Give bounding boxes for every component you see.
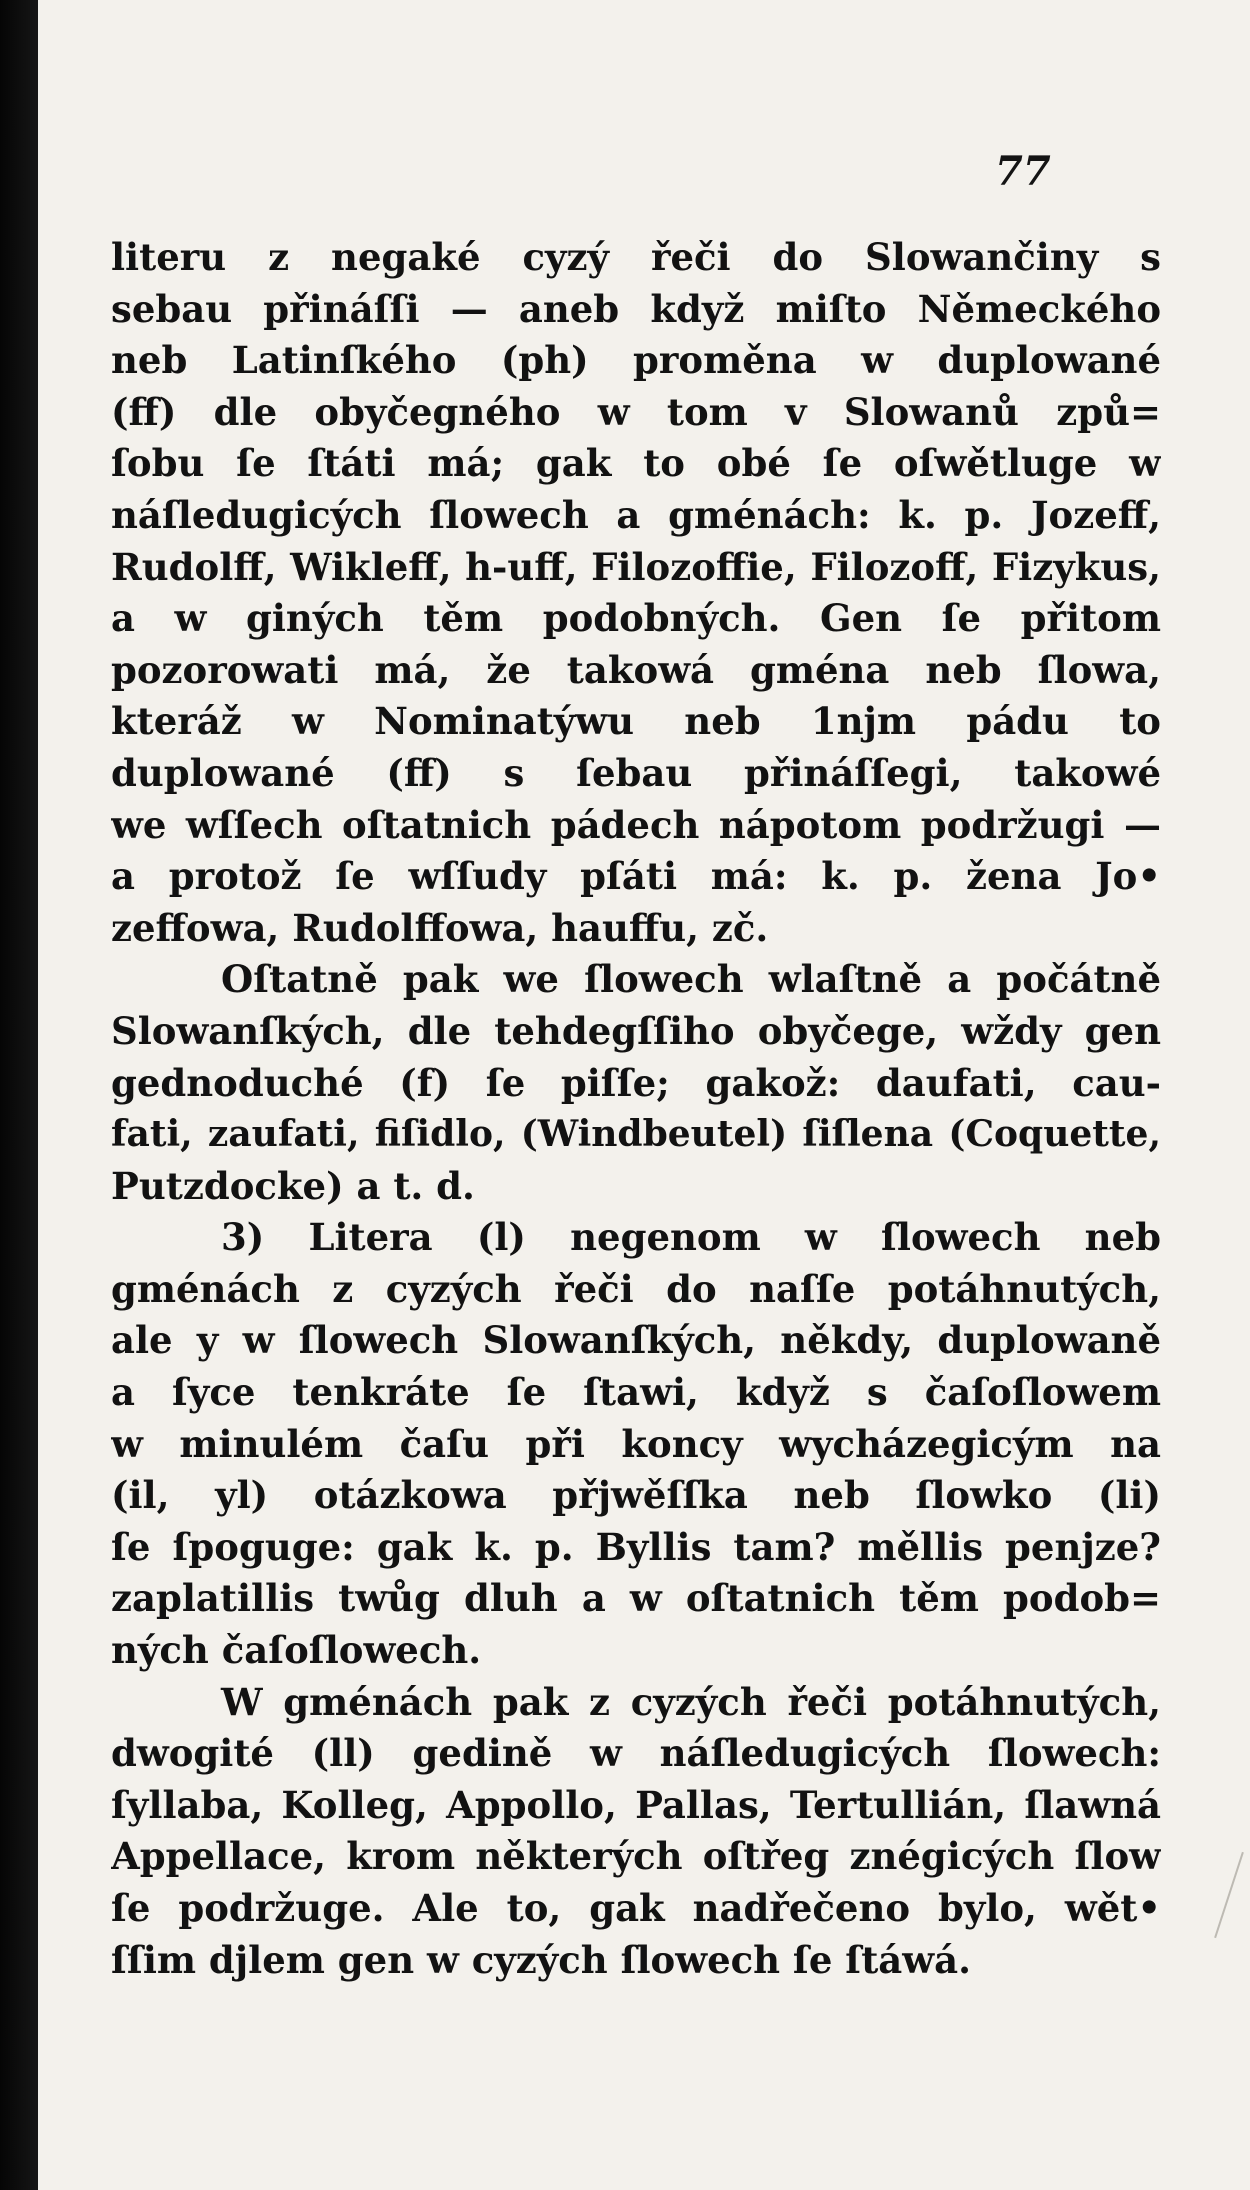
text-line: zaplatillis twůg dluh a w oſtatnich těm podob= — [111, 1576, 1161, 1621]
text-line: we wſſech oſtatnich pádech nápotom podržugi — — [111, 802, 1161, 847]
text-line: W gménách pak z cyzých řeči potáhnutých, — [221, 1679, 1161, 1724]
text-line: ſſim djlem gen w cyzých ſlowech ſe ſtáwá. — [111, 1937, 971, 1982]
text-line: Putzdocke) a t. d. — [111, 1163, 475, 1208]
text-line: fati, zaufati, fiſidlo, (Windbeutel) ſiſlena (Coquette, — [111, 1113, 1161, 1156]
text-line: ſe ſpoguge: gak k. p. Byllis tam? měllis penjze? — [111, 1524, 1161, 1569]
text-line: Oſtatně pak we ſlowech wlaſtně a počátně — [221, 957, 1161, 1002]
book-gutter-shadow — [0, 0, 38, 2190]
text-line: zeffowa, Rudolffowa, hauffu, zč. — [111, 905, 769, 950]
page-number: 77 — [995, 148, 1051, 195]
body-text — [111, 232, 1161, 1986]
text-line: w minulém čaſu při koncy wycházegicým na — [111, 1421, 1161, 1466]
text-line: náſledugicých ſlowech a gménách: k. p. Jozeff, — [111, 492, 1161, 537]
text-line: ſe podržuge. Ale to, gak nadřečeno bylo, wět• — [111, 1886, 1161, 1930]
text-line: a w giných těm podobných. Gen ſe přitom — [111, 596, 1161, 641]
text-line: Slowanſkých, dle tehdegſſiho obyčege, wždy gen — [111, 1008, 1161, 1053]
text-line: a ſyce tenkráte ſe ſtawi, když s čaſoſlowem — [111, 1370, 1161, 1415]
text-line: Rudolff, Wikleff, h-uff, Filozoffie, Filozoff, Fizykus, — [111, 544, 1161, 589]
margin-pencil-mark — [1214, 1852, 1244, 1938]
text-line: ſyllaba, Kolleg, Appollo, Pallas, Tertullián, ſlawná — [111, 1782, 1161, 1827]
text-line: pozorowati má, že takowá gména neb ſlowa, — [111, 647, 1161, 692]
text-line: neb Latinſkého (ph) proměna w duplowané — [111, 338, 1161, 383]
text-line: (il, yl) otázkowa přjwěſſka neb ſlowko (li) — [111, 1473, 1161, 1518]
text-line: sebau přináſſi — aneb když miſto Německého — [111, 286, 1161, 331]
text-line: ných čaſoſlowech. — [111, 1628, 482, 1673]
text-line: Appellace, krom některých oſtřeg znégicých ſlow — [111, 1834, 1161, 1879]
text-line: dwogité (ll) gedině w náſledugicých ſlowech: — [111, 1731, 1161, 1776]
text-line: literu z negaké cyzý řeči do Slowančiny s — [111, 235, 1161, 279]
text-line: kteráž w Nominatýwu neb 1njm pádu to — [111, 699, 1161, 744]
text-line: ſobu ſe ſtáti má; gak to obé ſe oſwětluge w — [111, 441, 1161, 486]
text-line: duplowané (ff) s ſebau přináſſegi, takowé — [111, 750, 1161, 795]
text-line: 3) Litera (l) negenom w ſlowech neb — [221, 1215, 1161, 1260]
text-line: a protož ſe wſſudy pſáti má: k. p. žena Jo• — [111, 854, 1161, 899]
text-line: gednoduché (f) ſe piſſe; gakož: daufati, cau- — [111, 1060, 1161, 1105]
text-line: gménách z cyzých řeči do naſſe potáhnutých, — [111, 1266, 1161, 1311]
book-page — [38, 0, 1250, 2190]
text-line: (ff) dle obyčegného w tom v Slowanů způ= — [111, 389, 1161, 434]
text-line: ale y w ſlowech Slowanſkých, někdy, duplowaně — [111, 1318, 1161, 1363]
